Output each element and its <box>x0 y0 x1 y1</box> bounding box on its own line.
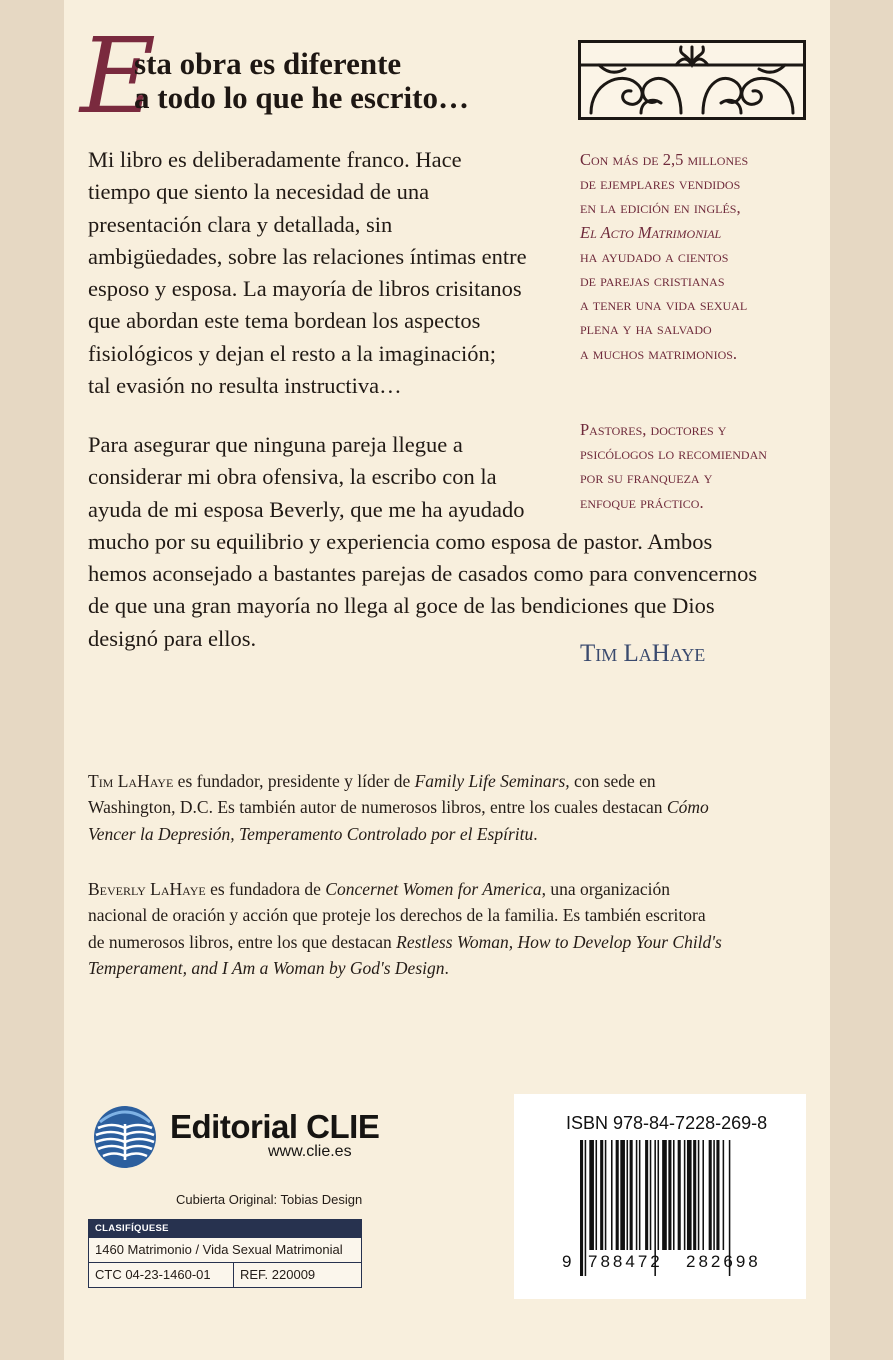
bio-italic: Restless Woman, How to Develop Your Child's <box>396 931 722 952</box>
side-line-book-title: El Acto Matrimonial <box>580 222 722 242</box>
side-line: Pastores, doctores y <box>580 420 727 439</box>
bio-italic: Family Life Seminars, <box>414 771 570 791</box>
isbn-number: ISBN 978-84-7228-269-8 <box>566 1113 768 1133</box>
drop-cap: E <box>80 15 156 137</box>
ctc-code: CTC 04-23-1460-01 <box>89 1263 234 1287</box>
body-line: de que una gran mayoría no llega al goce de las bendiciones que Dios <box>88 593 715 619</box>
publisher-name: Editorial CLIE <box>170 1108 380 1145</box>
barcode-bar <box>616 1140 619 1250</box>
barcode-bar <box>620 1140 625 1250</box>
barcode-bar <box>673 1140 675 1250</box>
side-quote-endorsement <box>580 418 820 515</box>
body-line: tal evasión no resulta instructiva… <box>88 373 402 399</box>
barcode-bar <box>658 1140 660 1250</box>
side-line: plena y ha salvado <box>580 319 712 339</box>
barcode-bar <box>580 1140 583 1276</box>
barcode-bar <box>611 1140 613 1250</box>
ean-first-digit: 9 <box>562 1252 572 1271</box>
body-line: ambigüedades, sobre las relaciones íntimas entre <box>88 243 527 269</box>
publisher-url[interactable]: www.clie.es <box>268 1143 352 1160</box>
barcode-bar <box>636 1140 638 1250</box>
classification-header: CLASIFÍQUESE <box>89 1220 361 1238</box>
bio-text: con sede en <box>569 771 656 791</box>
barcode-bar <box>627 1140 629 1250</box>
side-line: ha ayudado a cientos <box>580 246 729 266</box>
bio-text: Washington, D.C. Es también autor de numerosos libros, entre los cuales destacan <box>88 797 667 818</box>
side-line: por su franqueza y <box>580 468 713 488</box>
barcode-bar <box>723 1140 725 1250</box>
barcode-bar <box>662 1140 667 1250</box>
side-line: a muchos matrimonios. <box>580 343 738 363</box>
side-line: de parejas cristianas <box>580 271 725 291</box>
cover-credit: Cubierta Original: Tobias Design <box>176 1192 363 1207</box>
barcode-bar <box>668 1140 671 1250</box>
bio-italic: Vencer la Depresión, Temperamento Controlado por el Espíritu <box>88 823 534 844</box>
body-line: fisiológicos y dejan el resto a la imaginación; <box>88 340 497 366</box>
barcode-bar <box>605 1140 607 1250</box>
barcode-bar <box>702 1140 704 1250</box>
bio-line <box>88 955 818 981</box>
ean-right-group: 282698 <box>686 1252 761 1271</box>
body-line: mucho por su equilibrio y experiencia como esposa de pastor. Ambos <box>88 528 713 554</box>
wrought-iron-ornament <box>578 40 806 120</box>
classification-table <box>88 1219 362 1288</box>
bio-line: nacional de oración y acción que proteje los derechos de la familia. Es también escritora <box>88 905 706 926</box>
heading-line-2: a todo lo que he escrito… <box>134 80 469 115</box>
bio-text: es fundadora de <box>205 879 326 899</box>
bio-beverly-lahaye <box>88 876 818 981</box>
ean-left-group: 788472 <box>588 1252 663 1271</box>
barcode-bar <box>600 1140 603 1250</box>
open-book-globe-icon <box>92 1104 158 1170</box>
body-line: considerar mi obra ofensiva, la escribo con la <box>88 464 497 490</box>
ref-code: REF. 220009 <box>240 1267 316 1282</box>
bio-line <box>88 929 818 955</box>
ironwork-scroll-icon <box>581 43 803 117</box>
side-line: Con más de 2,5 millones <box>580 150 749 169</box>
classification-category: 1460 Matrimonio / Vida Sexual Matrimonial <box>95 1242 343 1257</box>
bio-italic: Temperament, and I Am a Woman by God's Design <box>88 957 445 978</box>
bio-text: , una organización <box>541 879 671 899</box>
bio-text: . <box>533 823 538 844</box>
bio-line <box>88 768 818 794</box>
bio-italic: Concernet Women for America <box>325 879 542 899</box>
side-line: en la edición en inglés, <box>580 198 741 218</box>
barcode-bar <box>639 1140 641 1250</box>
barcode-bar <box>678 1140 681 1250</box>
bio-tim-lahaye <box>88 768 818 847</box>
barcode-bar <box>645 1140 648 1250</box>
bio-name: Tim LaHaye <box>88 771 174 791</box>
barcode-bar <box>687 1140 692 1250</box>
bio-text: es fundador, presidente y líder de <box>173 771 415 791</box>
barcode-bar <box>709 1140 712 1250</box>
bio-italic: Cómo <box>666 797 709 818</box>
body-line: presentación clara y detallada, sin <box>88 211 393 237</box>
body-line: hemos aconsejado a bastantes parejas de casados como para convencernos <box>88 561 758 587</box>
bio-text: . <box>444 957 449 978</box>
side-line: de ejemplares vendidos <box>580 174 741 194</box>
bio-name: Beverly LaHaye <box>88 879 206 899</box>
classification-codes <box>89 1262 361 1287</box>
author-signature: Tim LaHaye <box>580 640 706 667</box>
barcode-bar <box>589 1140 594 1250</box>
side-line: enfoque práctico. <box>580 492 704 512</box>
barcode-bar <box>596 1140 598 1250</box>
bio-text: de numerosos libros, entre los que destacan <box>88 931 397 952</box>
bio-line <box>88 821 818 847</box>
barcode-bar <box>650 1140 652 1250</box>
bio-line <box>88 794 818 820</box>
barcode-bar <box>716 1140 719 1250</box>
side-line: a tener una vida sexual <box>580 295 748 315</box>
barcode-bar <box>693 1140 696 1250</box>
barcode-bar <box>713 1140 715 1250</box>
body-line: esposo y esposa. La mayoría de libros crisitanos <box>88 276 522 302</box>
side-line: psicólogos lo recomiendan <box>580 444 767 464</box>
barcode-bar <box>684 1140 686 1250</box>
side-quote-sales <box>580 148 820 366</box>
barcode-bar <box>585 1140 587 1276</box>
body-line: tiempo que siento la necesidad de una <box>88 179 430 205</box>
bio-line <box>88 876 818 902</box>
body-line: que abordan este tema bordean los aspectos <box>88 308 481 334</box>
barcode-bar <box>698 1140 700 1250</box>
publisher-logo <box>92 1104 158 1170</box>
body-line: Para asegurar que ninguna pareja llegue a <box>88 432 463 457</box>
body-line: designó para ellos. <box>88 625 257 651</box>
barcode-bar <box>630 1140 633 1250</box>
heading-line-1: sta obra es diferente <box>134 46 402 81</box>
body-line: Mi libro es deliberadamente franco. Hace <box>88 147 462 172</box>
body-line: ayuda de mi esposa Beverly, que me ha ayudado <box>88 496 525 522</box>
